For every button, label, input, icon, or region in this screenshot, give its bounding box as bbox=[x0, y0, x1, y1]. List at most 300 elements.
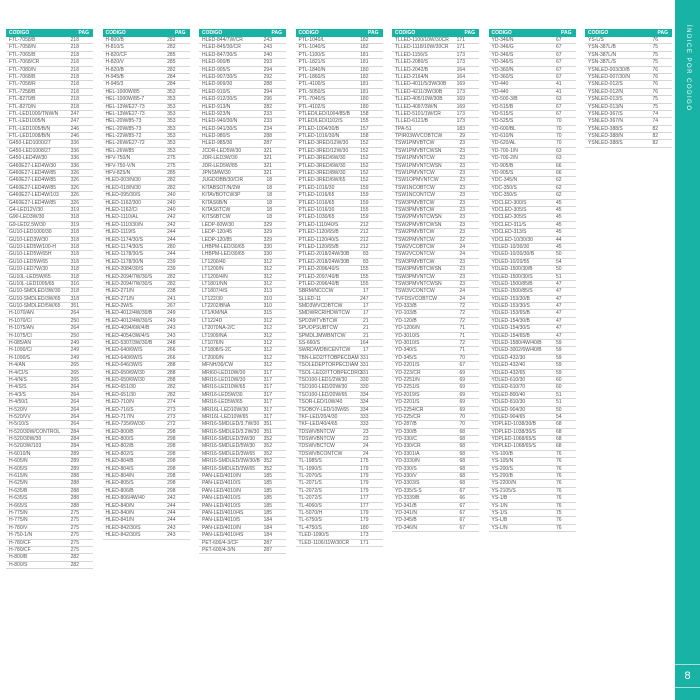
page-ref: 312 bbox=[263, 258, 272, 265]
table-row bbox=[489, 480, 576, 487]
product-code: HEL-20W/85-73 bbox=[105, 118, 142, 125]
table-row bbox=[199, 207, 286, 214]
product-code: YD-440 bbox=[491, 88, 509, 95]
product-code: PTL-1821/S bbox=[298, 59, 326, 66]
product-code: HLED-640/6W/S bbox=[105, 354, 143, 361]
product-code: FTL-7068/CR bbox=[9, 59, 40, 66]
page-ref: 318 bbox=[70, 266, 79, 273]
table-row bbox=[103, 155, 190, 162]
product-code: HLED-650/6W/30 bbox=[105, 376, 145, 383]
page-ref: 45 bbox=[555, 206, 562, 213]
table-row bbox=[199, 96, 286, 103]
product-code: PTL-4100/S bbox=[298, 81, 326, 88]
page-ref: 23 bbox=[459, 162, 465, 169]
table-row bbox=[6, 355, 93, 362]
page-ref: 23 bbox=[459, 184, 465, 191]
product-code: YS-1/S bbox=[491, 510, 508, 516]
table-row bbox=[103, 347, 190, 354]
product-code: HLED-095/30/S bbox=[105, 192, 141, 199]
page-ref: 244 bbox=[167, 251, 176, 258]
product-code: HLED-735/6W/30 bbox=[105, 421, 145, 428]
product-code: TSW3PMVBTCW bbox=[395, 199, 435, 206]
page-ref: 41 bbox=[555, 81, 562, 88]
product-code: GU10-LED5W/65 bbox=[9, 258, 48, 265]
product-code: PTLED-3RED/12W/30 bbox=[298, 140, 349, 147]
page-ref: 67 bbox=[555, 73, 562, 80]
table-row bbox=[199, 281, 286, 288]
product-code: MFNH/30/CW bbox=[202, 362, 234, 369]
table-row bbox=[296, 177, 383, 184]
page-ref: 17 bbox=[362, 347, 369, 354]
table-row bbox=[489, 133, 576, 140]
product-code: H-4/N/S bbox=[9, 376, 27, 383]
product-code: YDLED-10/20/55 bbox=[491, 258, 530, 265]
page-ref: 50 bbox=[555, 406, 562, 413]
product-code: YS-200/S bbox=[491, 465, 513, 472]
product-code: HLED-912/30/S bbox=[202, 96, 238, 103]
page-ref: 353 bbox=[167, 140, 176, 147]
product-code: PTLED-3RED/6W/30 bbox=[298, 155, 346, 162]
table-row bbox=[103, 303, 190, 310]
product-code: FTL-LED1000/TNW/N bbox=[9, 110, 59, 117]
product-code: PTLED-1120/65/B bbox=[298, 243, 339, 250]
page-ref: 23 bbox=[459, 147, 465, 154]
page-ref: 164 bbox=[360, 340, 369, 347]
page-ref: 289 bbox=[70, 458, 79, 465]
page-ref: 24 bbox=[362, 450, 369, 457]
table-row bbox=[392, 148, 479, 155]
product-code: H-615/N bbox=[9, 473, 28, 480]
product-code: H-800/B bbox=[9, 554, 28, 561]
table-row bbox=[103, 74, 190, 81]
table-row bbox=[6, 259, 93, 266]
product-code: YSNLED-367/S bbox=[588, 110, 623, 117]
product-code: HLED-4094/6W/4/B bbox=[105, 325, 150, 332]
page-ref: 353 bbox=[167, 147, 176, 154]
product-code: TL-1985/S bbox=[298, 458, 322, 465]
page-ref: 51 bbox=[555, 273, 562, 280]
table-row bbox=[392, 214, 479, 221]
page-ref: 288 bbox=[167, 376, 176, 383]
page-ref: 67 bbox=[555, 44, 562, 51]
product-code: PTLED-1016/30/N bbox=[298, 133, 340, 140]
page-ref: 326 bbox=[70, 184, 79, 191]
table-row bbox=[103, 370, 190, 377]
column-header bbox=[296, 29, 383, 37]
page-ref: 67 bbox=[459, 510, 465, 516]
product-code: YD-341/B bbox=[395, 502, 417, 509]
product-code: HEL-26W/E27-72 bbox=[105, 140, 145, 147]
page-ref: 72 bbox=[459, 317, 465, 324]
page-ref: 70 bbox=[555, 133, 562, 140]
table-row bbox=[296, 155, 383, 162]
page-ref: 21 bbox=[362, 325, 369, 332]
product-code: PTLED-1004/30/B bbox=[298, 125, 340, 132]
page-ref: 45 bbox=[555, 221, 562, 228]
page-ref: 233 bbox=[263, 110, 272, 117]
product-code: HLED-923/N bbox=[202, 110, 231, 117]
page-ref: 282 bbox=[167, 37, 176, 43]
table-row bbox=[6, 384, 93, 391]
product-code: HLED-1119/S bbox=[105, 229, 136, 236]
product-code: YD-346/N bbox=[395, 524, 417, 531]
table-row bbox=[199, 37, 286, 44]
page-ref: 312 bbox=[263, 362, 272, 369]
table-row bbox=[6, 466, 93, 473]
page-ref: 284 bbox=[70, 443, 79, 450]
table-row bbox=[103, 510, 190, 517]
table-row bbox=[103, 436, 190, 443]
page-ref: 23 bbox=[459, 177, 465, 184]
page-ref: 69 bbox=[459, 399, 465, 406]
product-code: YDLED-610/70 bbox=[491, 384, 526, 391]
page-ref: 76 bbox=[555, 524, 562, 531]
table-row bbox=[489, 207, 576, 214]
page-ref: 173 bbox=[456, 118, 465, 125]
product-code: HLED-2W/S bbox=[105, 303, 133, 310]
product-code: HLED-910/S bbox=[202, 88, 231, 95]
table-row bbox=[392, 377, 479, 384]
page-ref: 249 bbox=[70, 354, 79, 361]
product-code: G460E27-LED4W/30 bbox=[9, 162, 56, 169]
table-row bbox=[103, 488, 190, 495]
product-code: TSOLEDEPTORPECDIAM bbox=[298, 362, 359, 369]
product-code: YD-2251/N bbox=[395, 376, 420, 383]
page-ref: 288 bbox=[70, 487, 79, 494]
page-ref: 152 bbox=[360, 170, 369, 177]
product-code: YD-330/CR bbox=[395, 443, 421, 450]
page-ref: 60 bbox=[555, 384, 562, 391]
table-row bbox=[296, 480, 383, 487]
table-row bbox=[6, 347, 93, 354]
table-row bbox=[103, 532, 190, 539]
product-code: YDC-350/S bbox=[491, 192, 517, 199]
page-ref: 273 bbox=[167, 413, 176, 420]
product-code: YDLED-904/65 bbox=[491, 413, 526, 420]
product-code: PTLED-3RED/8W/30 bbox=[298, 170, 346, 177]
table-row bbox=[6, 207, 93, 214]
product-code: G460E27-LED4W/85 bbox=[9, 170, 56, 177]
page-ref: 18 bbox=[266, 206, 272, 213]
page-ref: 247 bbox=[70, 118, 79, 125]
table-row bbox=[296, 74, 383, 81]
sidebar bbox=[675, 0, 700, 700]
page-ref: 312 bbox=[263, 280, 272, 287]
table-row bbox=[296, 200, 383, 207]
header-page-label: PAG bbox=[368, 30, 379, 36]
page-ref: 353 bbox=[167, 88, 176, 95]
product-code: HLED-804/S bbox=[105, 465, 134, 472]
table-row bbox=[392, 126, 479, 133]
table-row bbox=[392, 177, 479, 184]
table-row bbox=[489, 296, 576, 303]
table-row bbox=[296, 163, 383, 170]
table-row bbox=[103, 177, 190, 184]
product-code: SPUOPSUBTCW bbox=[298, 325, 338, 332]
table-row bbox=[6, 111, 93, 118]
product-code: YDLED-153/30/B bbox=[491, 295, 530, 302]
page-ref: 326 bbox=[70, 177, 79, 184]
page-ref: 275 bbox=[70, 517, 79, 524]
product-code: YDCLED-10/30/30 bbox=[491, 236, 533, 243]
table-row bbox=[103, 355, 190, 362]
page-ref: 70 bbox=[459, 413, 465, 420]
table-row bbox=[103, 399, 190, 406]
page-ref: 326 bbox=[70, 199, 79, 206]
table-row bbox=[489, 414, 576, 421]
table-row bbox=[199, 340, 286, 347]
table-row bbox=[296, 429, 383, 436]
column-header bbox=[6, 29, 93, 37]
product-code: PTLED-2096/40/S bbox=[298, 266, 340, 273]
table-row bbox=[199, 517, 286, 524]
page-ref: 272 bbox=[167, 421, 176, 428]
table-row bbox=[6, 89, 93, 96]
product-code: PTLED-2096/40/B bbox=[298, 280, 340, 287]
table-row bbox=[199, 547, 286, 554]
product-code: H-6010/N bbox=[9, 450, 31, 457]
page-ref: 310 bbox=[263, 295, 272, 302]
table-row bbox=[489, 347, 576, 354]
product-code: H-5/10/S bbox=[9, 421, 29, 428]
product-code: YS-L/S bbox=[588, 37, 604, 43]
table-row bbox=[199, 333, 286, 340]
product-code: YSNLED-388/N bbox=[588, 133, 624, 140]
page-ref: 76 bbox=[652, 88, 658, 95]
page-ref: 244 bbox=[167, 229, 176, 236]
table-row bbox=[585, 111, 672, 118]
page-ref: 330 bbox=[263, 251, 272, 258]
header-code-label: CODIGO bbox=[9, 30, 30, 36]
product-code: HLED-018/N/30 bbox=[105, 184, 141, 191]
product-code: HLED-804/N bbox=[105, 473, 134, 480]
product-code: TPIR03WVCOBTCW bbox=[395, 133, 443, 140]
page-ref: 336 bbox=[70, 162, 79, 169]
table-row bbox=[6, 266, 93, 273]
page-ref: 288 bbox=[70, 473, 79, 480]
page-ref: 330 bbox=[360, 376, 369, 383]
product-code: H-665/S bbox=[9, 502, 28, 509]
page-ref: 287 bbox=[263, 546, 272, 553]
product-code: HLED-4012/4W/30/S bbox=[105, 317, 153, 324]
table-row bbox=[6, 480, 93, 487]
product-code: MRI16-LED10W/65 bbox=[202, 384, 246, 391]
product-code: YD-2019/S bbox=[395, 391, 420, 398]
product-code: YD-3303/S bbox=[395, 480, 420, 487]
table-row bbox=[489, 214, 576, 221]
table-row bbox=[296, 451, 383, 458]
page-ref: 47 bbox=[555, 325, 562, 332]
table-row bbox=[103, 111, 190, 118]
page-ref: 18 bbox=[266, 184, 272, 191]
page-ref: 180 bbox=[360, 524, 369, 531]
page-ref: 17 bbox=[362, 310, 369, 317]
product-code: LT2202/BNA bbox=[202, 303, 231, 310]
product-code: GU10L-LED1005/65 bbox=[9, 280, 55, 287]
table-row bbox=[6, 222, 93, 229]
table-row bbox=[6, 517, 93, 524]
page-ref: 173 bbox=[456, 110, 465, 117]
product-code: YDLED-154/30/B bbox=[491, 317, 530, 324]
table-row bbox=[199, 126, 286, 133]
table-row bbox=[392, 207, 479, 214]
page-ref: 233 bbox=[263, 118, 272, 125]
page-ref: 334 bbox=[360, 399, 369, 406]
product-code: LT1/KM/NA bbox=[202, 310, 228, 317]
table-row bbox=[392, 310, 479, 317]
page-ref: 185 bbox=[263, 510, 272, 516]
product-code: PAN-LED/4010/N bbox=[202, 524, 241, 531]
page-ref: 218 bbox=[70, 103, 79, 110]
page-ref: 47 bbox=[555, 280, 562, 287]
table-row bbox=[296, 207, 383, 214]
page-ref: 288 bbox=[167, 362, 176, 369]
page-ref: 45 bbox=[555, 214, 562, 221]
product-code: HLED-980/S bbox=[202, 133, 231, 140]
page-ref: 76 bbox=[555, 473, 562, 480]
page-ref: 164 bbox=[456, 66, 465, 73]
page-ref: 250 bbox=[70, 332, 79, 339]
table-row bbox=[103, 192, 190, 199]
product-code: TSW1PMVBTCWSN bbox=[395, 147, 442, 154]
page-ref: 24 bbox=[459, 295, 465, 302]
product-code: TVFDSVCOBTCW bbox=[395, 295, 437, 302]
table-row bbox=[103, 429, 190, 436]
page-ref: 282 bbox=[263, 103, 272, 110]
table-row bbox=[6, 163, 93, 170]
table-row bbox=[296, 355, 383, 362]
table-row bbox=[199, 192, 286, 199]
page-ref: 275 bbox=[70, 532, 79, 539]
product-code: SLLED-11 bbox=[298, 295, 322, 302]
page-ref: 312 bbox=[263, 317, 272, 324]
table-row bbox=[199, 347, 286, 354]
table-row bbox=[199, 140, 286, 147]
page-ref: 76 bbox=[652, 73, 658, 80]
product-code: HLED-1178/30/S bbox=[105, 251, 143, 258]
table-row bbox=[489, 495, 576, 502]
product-code: YDLED-153/30/S bbox=[491, 303, 530, 310]
table-row bbox=[103, 59, 190, 66]
page-ref: 352 bbox=[263, 443, 272, 450]
table-row bbox=[296, 237, 383, 244]
product-code: YDLED-3002/6W/40/B bbox=[491, 347, 542, 354]
table-row bbox=[489, 155, 576, 162]
page-ref: 76 bbox=[555, 480, 562, 487]
page-ref: 23 bbox=[459, 214, 465, 221]
product-code: G460E27-LED4W/85 bbox=[9, 177, 56, 184]
page-ref: 71 bbox=[459, 347, 465, 354]
table-row bbox=[103, 251, 190, 258]
table-row bbox=[296, 133, 383, 140]
page-ref: 66 bbox=[555, 170, 562, 177]
table-row bbox=[489, 377, 576, 384]
product-code: PTLED/LED/1102/S bbox=[298, 118, 343, 125]
page-ref: 351 bbox=[263, 428, 272, 435]
page-ref: 329 bbox=[263, 236, 272, 243]
product-code: HLED-842/30/S bbox=[105, 524, 141, 531]
product-code: LT1200/40 bbox=[202, 258, 226, 265]
table-row bbox=[103, 126, 190, 133]
page-ref: 18 bbox=[266, 199, 272, 206]
table-row bbox=[296, 392, 383, 399]
table-row bbox=[489, 318, 576, 325]
header-code-label: CODIGO bbox=[105, 30, 126, 36]
table-row bbox=[6, 436, 93, 443]
page-ref: 353 bbox=[167, 125, 176, 132]
table-row bbox=[296, 170, 383, 177]
page-ref: 318 bbox=[70, 251, 79, 258]
product-code: HLED-1162/CI bbox=[105, 206, 138, 213]
table-row bbox=[392, 451, 479, 458]
page-ref: 318 bbox=[70, 295, 79, 302]
product-code: G450-LED4W/30 bbox=[9, 155, 48, 162]
table-row bbox=[489, 74, 576, 81]
table-row bbox=[103, 52, 190, 59]
page-ref: 285 bbox=[167, 170, 176, 177]
table-row bbox=[296, 52, 383, 59]
page-ref: 218 bbox=[70, 73, 79, 80]
page-ref: 183 bbox=[456, 125, 465, 132]
table-row bbox=[585, 81, 672, 88]
product-code: YD-335/S-S bbox=[395, 487, 422, 494]
product-code: PAN-LED/4010/S bbox=[202, 480, 241, 487]
page-ref: 179 bbox=[360, 465, 369, 472]
page-ref: 71 bbox=[459, 332, 465, 339]
table-row bbox=[585, 52, 672, 59]
table-row bbox=[392, 96, 479, 103]
product-code: YD-345/B bbox=[395, 517, 417, 524]
product-code: FTL-LED1008/B/N bbox=[9, 133, 51, 140]
product-code: HEL-20W/85-73 bbox=[105, 125, 142, 132]
page-ref: 318 bbox=[70, 243, 79, 250]
table-row bbox=[103, 414, 190, 421]
table-row bbox=[296, 517, 383, 524]
page-ref: 243 bbox=[167, 524, 176, 531]
table-row bbox=[103, 517, 190, 524]
table-row bbox=[199, 377, 286, 384]
table-row bbox=[6, 244, 93, 251]
table-row bbox=[489, 89, 576, 96]
page-ref: 294 bbox=[263, 66, 272, 73]
product-code: YD-225/CR bbox=[395, 413, 421, 420]
product-code: TSW1PMVNTCWSN bbox=[395, 162, 442, 169]
page-ref: 333 bbox=[360, 413, 369, 420]
page-ref: 330 bbox=[360, 384, 369, 391]
table-row bbox=[6, 525, 93, 532]
table-row bbox=[103, 340, 190, 347]
table-row bbox=[392, 296, 479, 303]
table-row bbox=[103, 325, 190, 332]
table-row bbox=[296, 214, 383, 221]
page-ref: 23 bbox=[459, 280, 465, 287]
product-code: YS-2200/N bbox=[491, 480, 516, 487]
table-row bbox=[6, 443, 93, 450]
product-code: KITAVBOTCW3P bbox=[202, 192, 241, 199]
page-ref: 298 bbox=[167, 450, 176, 457]
page-ref: 317 bbox=[263, 391, 272, 398]
table-row bbox=[296, 384, 383, 391]
product-code: PTLED-1110/40/S bbox=[298, 221, 339, 228]
table-row bbox=[489, 429, 576, 436]
table-row bbox=[103, 296, 190, 303]
table-row bbox=[296, 421, 383, 428]
page-ref: 155 bbox=[360, 266, 369, 273]
table-row bbox=[103, 281, 190, 288]
page-ref: 248 bbox=[167, 340, 176, 347]
table-row bbox=[392, 466, 479, 473]
product-code: HEL-13W/E27-73 bbox=[105, 110, 145, 117]
